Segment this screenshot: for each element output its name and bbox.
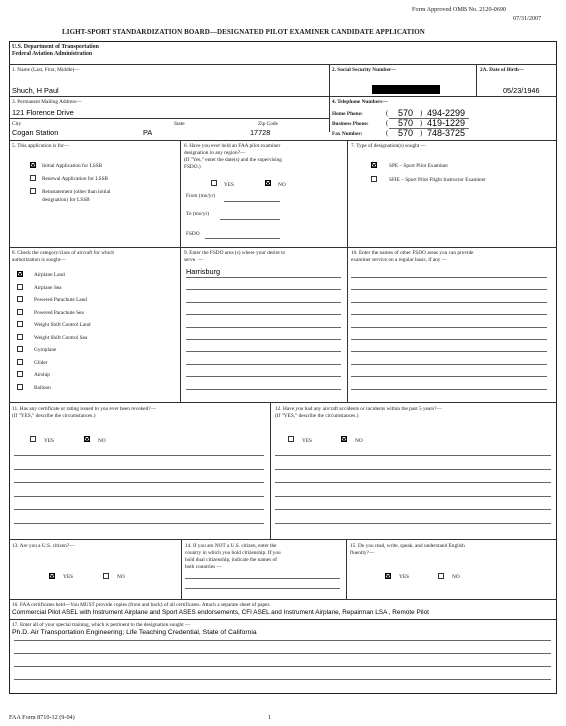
date-of-birth-value[interactable]: 05/23/1946 (503, 86, 540, 95)
field-11-label-2: (If "YES," describe the circumstances.) (12, 413, 96, 419)
reinstatement-checkbox[interactable] (30, 188, 36, 194)
writing-line[interactable] (186, 314, 341, 315)
writing-line[interactable] (275, 482, 551, 483)
writing-line[interactable] (14, 679, 551, 680)
powered-parachute-sea-label: Powered Parachute Sea (34, 310, 84, 316)
fax-phone-number[interactable]: 748-3725 (427, 128, 466, 138)
business-phone-label: Business Phone: (332, 121, 369, 127)
field-9-label-1: 9. Enter the FSDO area (s) where your desire to (184, 250, 286, 256)
home-phone-label: Home Phone: (332, 111, 363, 117)
revoked-yes-label: YES (44, 438, 55, 444)
renewal-application-checkbox[interactable] (30, 175, 36, 181)
writing-line[interactable] (186, 364, 341, 365)
home-area-code[interactable]: 570 (398, 108, 414, 118)
powered-parachute-land-checkbox[interactable] (17, 296, 23, 302)
initial-application-checkbox[interactable] (30, 162, 36, 168)
fax-paren-open: ( (386, 129, 389, 137)
writing-line[interactable] (14, 666, 551, 667)
field-6-label-4: FSDO.) (184, 164, 201, 170)
balloon-label: Balloon (34, 385, 51, 391)
form-number: FAA Form 8710-12 (9-04) (9, 714, 75, 721)
home-phone-number[interactable]: 494-2299 (427, 108, 466, 118)
writing-line[interactable] (186, 327, 341, 328)
sfie-label: SFIE – Sport Pilot Flight Instructor Examiner (389, 177, 486, 183)
field-7-label: 7. Type of designation(s) sought — (351, 143, 426, 149)
expiration-date: 07/31/2007 (513, 15, 542, 22)
writing-line[interactable] (351, 351, 547, 352)
field-10-label-2: examiner service on a regular basis, if any — (351, 257, 448, 263)
writing-line[interactable] (185, 578, 340, 579)
field-14-label-1: 14. If you are NOT a U.S. citizen, enter the (185, 543, 277, 549)
field-13-label: 13. Are you a U.S. citizen?— (12, 543, 75, 549)
agency-line-1: U.S. Department of Transportation (12, 44, 99, 50)
english-yes-checkbox[interactable] (385, 573, 391, 579)
accidents-no-checkbox[interactable] (341, 436, 347, 442)
writing-line[interactable] (14, 496, 264, 497)
field-10-label-1: 10. Enter the names of other FSDO areas you can provide (351, 250, 474, 256)
weight-shift-land-checkbox[interactable] (17, 321, 23, 327)
writing-line[interactable] (186, 351, 341, 352)
writing-line[interactable] (186, 339, 341, 340)
citizen-yes-checkbox[interactable] (49, 573, 55, 579)
fax-area-code[interactable]: 570 (398, 128, 414, 138)
fsdo-label: FSDO (186, 231, 200, 237)
writing-line[interactable] (14, 523, 264, 524)
writing-line[interactable] (275, 455, 551, 456)
field-2-label: 2. Social Security Number— (332, 67, 397, 73)
spe-label: SPE – Sport Pilot Examiner (389, 163, 449, 169)
writing-line[interactable] (186, 302, 341, 303)
home-paren-close: ) (420, 109, 423, 117)
initial-application-label: Initial Application for LSSB (42, 163, 103, 169)
writing-line[interactable] (275, 496, 551, 497)
accidents-yes-label: YES (302, 438, 313, 444)
sfie-checkbox[interactable] (371, 176, 377, 182)
zip-label: Zip Code (258, 121, 278, 127)
writing-line[interactable] (14, 469, 264, 470)
special-training-value[interactable]: Ph.D. Air Transportation Engineering; Life Teaching Credential, State of California (12, 629, 257, 636)
held-designation-no-label: NO (278, 182, 286, 188)
renewal-application-label: Renewal Application for LSSB (42, 176, 109, 182)
reinstatement-label-1: Reinstatement (other than initial (42, 189, 111, 195)
field-5-label: 5. This application is for— (12, 143, 70, 149)
writing-line[interactable] (14, 509, 264, 510)
business-phone-number[interactable]: 419-1229 (427, 118, 466, 128)
writing-line[interactable] (351, 302, 547, 303)
writing-line[interactable] (351, 339, 547, 340)
writing-line[interactable] (351, 364, 547, 365)
accidents-yes-checkbox[interactable] (288, 436, 294, 442)
fsdo-area-value[interactable]: Harrisburg (186, 267, 221, 276)
field-8-label-2: authorization is sought— (12, 257, 66, 263)
gyroplane-checkbox[interactable] (17, 346, 23, 352)
gyroplane-label: Gyroplane (34, 347, 57, 353)
field-15-label-1: 15. Do you read, write, speak, and understand English (350, 543, 465, 549)
fax-paren-close: ) (420, 129, 423, 137)
field-11-label-1: 11. Has any certificate or rating issued to you ever been revoked?— (12, 406, 156, 412)
agency-line-2: Federal Aviation Administration (12, 51, 93, 57)
writing-line[interactable] (186, 376, 341, 377)
writing-line[interactable] (14, 640, 551, 641)
city-label: City (12, 121, 22, 127)
writing-line[interactable] (351, 289, 547, 290)
writing-line[interactable] (14, 455, 264, 456)
page-number: 1 (268, 714, 272, 721)
writing-line[interactable] (186, 277, 341, 278)
business-area-code[interactable]: 570 (398, 118, 414, 128)
writing-line[interactable] (14, 482, 264, 483)
revoked-yes-checkbox[interactable] (30, 436, 36, 442)
held-designation-no-checkbox[interactable] (265, 180, 271, 186)
field-15-label-2: fluently?— (350, 550, 375, 556)
state-label: State (174, 121, 185, 127)
form-title: LIGHT-SPORT STANDARDIZATION BOARD—DESIGNATED PILOT EXAMINER CANDIDATE APPLICATION (62, 28, 425, 36)
writing-line[interactable] (351, 277, 547, 278)
english-no-label: NO (452, 574, 460, 580)
weight-shift-land-label: Weight Shift Control Land (34, 322, 91, 328)
field-17-label: 17. Enter all of your special training, which is pertinent to the designation sought — (12, 622, 191, 628)
english-no-checkbox[interactable] (438, 573, 444, 579)
zip-value[interactable]: 17728 (250, 128, 271, 137)
writing-line[interactable] (275, 523, 551, 524)
field-14-label-4: both countries — (185, 564, 222, 570)
city-value[interactable]: Cogan Station (12, 128, 59, 137)
business-paren-open: ( (386, 119, 389, 127)
form-frame (9, 41, 557, 694)
name-value[interactable]: Shuch, H Paul (12, 86, 59, 95)
writing-line[interactable] (186, 289, 341, 290)
powered-parachute-land-label: Powered Parachute Land (34, 297, 87, 303)
omb-number: Form Approved OMB No. 2120-0690 (412, 6, 507, 13)
writing-line[interactable] (185, 588, 340, 589)
citizen-no-label: NO (117, 574, 125, 580)
airship-label: Airship (34, 372, 50, 378)
street-value[interactable]: 121 Florence Drive (12, 108, 74, 117)
writing-line[interactable] (351, 376, 547, 377)
field-6-label-1: 6. Have you ever held an FAA pilot examiner (184, 143, 281, 149)
certificates-held-value[interactable]: Commercial Pilot ASEL with Instrument Airplane and Sport ASES endorsements, CFI ASEL and Instrument Airplane, Repairman LSA , Remote Pilot (12, 609, 429, 616)
writing-line[interactable] (275, 509, 551, 510)
state-value[interactable]: PA (143, 128, 153, 137)
weight-shift-sea-label: Weight Shift Control Sea (34, 335, 88, 341)
field-1-label: 1. Name (Last, First, Middle)— (12, 67, 80, 73)
revoked-no-checkbox[interactable] (84, 436, 90, 442)
spe-checkbox[interactable] (371, 162, 377, 168)
home-paren-open: ( (386, 109, 389, 117)
field-2a-label: 2A. Date of Birth— (480, 67, 525, 73)
writing-line[interactable] (351, 314, 547, 315)
writing-line[interactable] (275, 469, 551, 470)
english-yes-label: YES (399, 574, 410, 580)
airplane-sea-label: Airplane Sea (34, 285, 62, 291)
airplane-land-checkbox[interactable] (17, 271, 23, 277)
revoked-no-label: NO (98, 438, 106, 444)
business-paren-close: ) (420, 119, 423, 127)
balloon-checkbox[interactable] (17, 384, 23, 390)
glider-checkbox[interactable] (17, 359, 23, 365)
field-6-label-3: (If "Yes," enter the date(s) and the supervising (184, 157, 282, 163)
field-3-label: 3. Permanent Mailing Address— (12, 99, 82, 105)
fax-number-label: Fax Number: (332, 131, 363, 137)
from-date-label: From (mo/yr) (186, 193, 215, 199)
weight-shift-sea-checkbox[interactable] (17, 334, 23, 340)
accidents-no-label: NO (355, 438, 363, 444)
to-date-label: To (mo/yr) (186, 211, 210, 217)
field-6-label-2: designation in any region?— (184, 150, 246, 156)
writing-line[interactable] (351, 327, 547, 328)
writing-line[interactable] (186, 389, 341, 390)
held-designation-yes-checkbox[interactable] (211, 180, 217, 186)
powered-parachute-sea-checkbox[interactable] (17, 309, 23, 315)
field-9-label-2: serve. — (184, 257, 204, 263)
field-12-label-2: (If "YES," describe the circumstances.) (275, 413, 359, 419)
airplane-land-label: Airplane Land (34, 272, 65, 278)
airship-checkbox[interactable] (17, 371, 23, 377)
citizen-yes-label: YES (63, 574, 74, 580)
reinstatement-label-2: designation) for LSSB (42, 197, 90, 203)
glider-label: Glider (34, 360, 48, 366)
ssn-redaction (372, 85, 440, 94)
writing-line[interactable] (14, 653, 551, 654)
field-8-label-1: 8. Check the category/class of aircraft for which (12, 250, 115, 256)
airplane-sea-checkbox[interactable] (17, 284, 23, 290)
field-12-label-1: 12. Have you had any aircraft accidents or incidents within the past 5 years?— (275, 406, 442, 412)
writing-line[interactable] (351, 389, 547, 390)
field-14-label-2: country in which you hold citizenship. If you (185, 550, 281, 556)
field-14-label-3: hold dual citizenship, indicate the names of (185, 557, 277, 563)
held-designation-yes-label: YES (224, 182, 235, 188)
citizen-no-checkbox[interactable] (103, 573, 109, 579)
field-16-label: 16. FAA certificates held—You MUST provide copies (front and back) of all certificates. Attach a separate sheet of paper. (12, 602, 271, 608)
field-4-label: 4. Telephone Numbers— (332, 99, 388, 105)
